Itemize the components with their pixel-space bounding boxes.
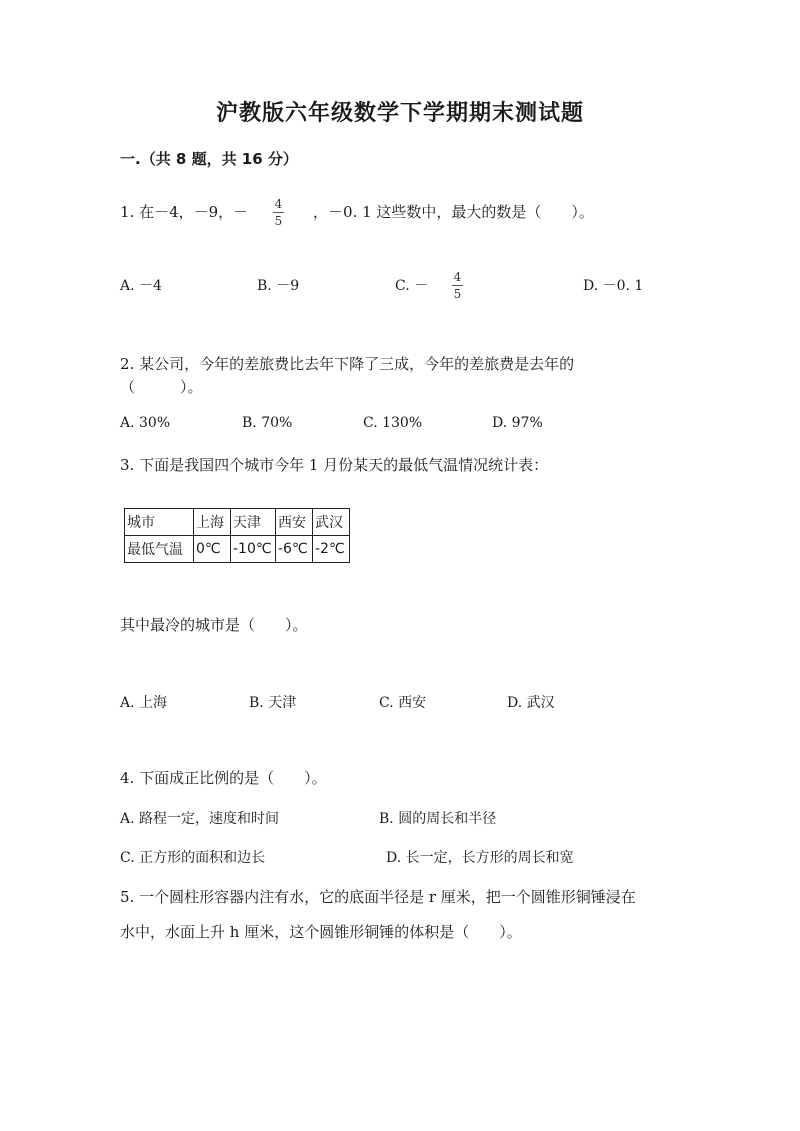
q2-option-b: B. 70% [242,415,293,431]
q2-line1: 2. 某公司，今年的差旅费比去年下降了三成，今年的差旅费是去年的 [120,355,575,373]
q2-line2: （ ）。 [120,378,203,396]
q3-option-c: C. 西安 [379,695,427,711]
q1-frac-den: 5 [274,214,283,228]
q1-fraction [273,197,284,228]
table-cell: 武汉 [313,509,350,536]
table-cell: 天津 [231,509,276,536]
table-cell: -2℃ [313,536,350,563]
fraction-bar [273,212,284,213]
fraction-bar [452,285,463,286]
q3-question: 其中最冷的城市是（ ）。 [120,616,308,634]
table-header-row [125,509,350,536]
q1-option-c-fraction [452,270,463,301]
q2-option-d: D. 97% [492,415,543,431]
q1-frac-num: 4 [274,197,283,211]
section-heading: 一.（共 8 题，共 16 分） [120,150,298,168]
q1-prefix: 1. 在－4，－9，－ [120,203,249,221]
q1-option-c: C. － [395,278,429,294]
table-cell: 最低气温 [125,536,194,563]
q1-option-b: B. －9 [257,278,300,294]
q3-option-b: B. 天津 [249,695,297,711]
q3-option-a: A. 上海 [120,695,168,711]
q1-opt-c-num: 4 [453,270,462,284]
q4-option-a: A. 路程一定，速度和时间 [120,811,280,827]
q2-option-a: A. 30% [120,415,171,431]
page-title: 沪教版六年级数学下学期期末测试题 [215,101,584,126]
q3-text: 3. 下面是我国四个城市今年 1 月份某天的最低气温情况统计表： [120,456,549,474]
table-cell: 城市 [125,509,194,536]
table-cell: 西安 [276,509,313,536]
q1-option-a: A. －4 [120,278,162,294]
q5-line2: 水中，水面上升 h 厘米，这个圆锥形铜锤的体积是（ ）。 [120,923,522,941]
q5-line1: 5. 一个圆柱形容器内注有水，它的底面半径是 r 厘米，把一个圆锥形铜锤浸在 [120,888,636,906]
q1-option-d: D. －0. 1 [583,278,644,294]
q1-suffix: ，－0. 1 这些数中，最大的数是（ ）。 [313,203,594,221]
q2-option-c: C. 130% [363,415,423,431]
table-cell: -6℃ [276,536,313,563]
q3-option-d: D. 武汉 [507,695,555,711]
table-cell: 上海 [194,509,231,536]
q4-text: 4. 下面成正比例的是（ ）。 [120,769,327,787]
table-cell: -10℃ [231,536,276,563]
table-row [125,536,350,563]
q1-opt-c-den: 5 [453,287,462,301]
table-cell: 0℃ [194,536,231,563]
q4-option-b: B. 圆的周长和半径 [379,811,497,827]
q4-option-d: D. 长一定，长方形的周长和宽 [386,850,574,866]
temperature-table [124,508,350,563]
q4-option-c: C. 正方形的面积和边长 [120,850,266,866]
